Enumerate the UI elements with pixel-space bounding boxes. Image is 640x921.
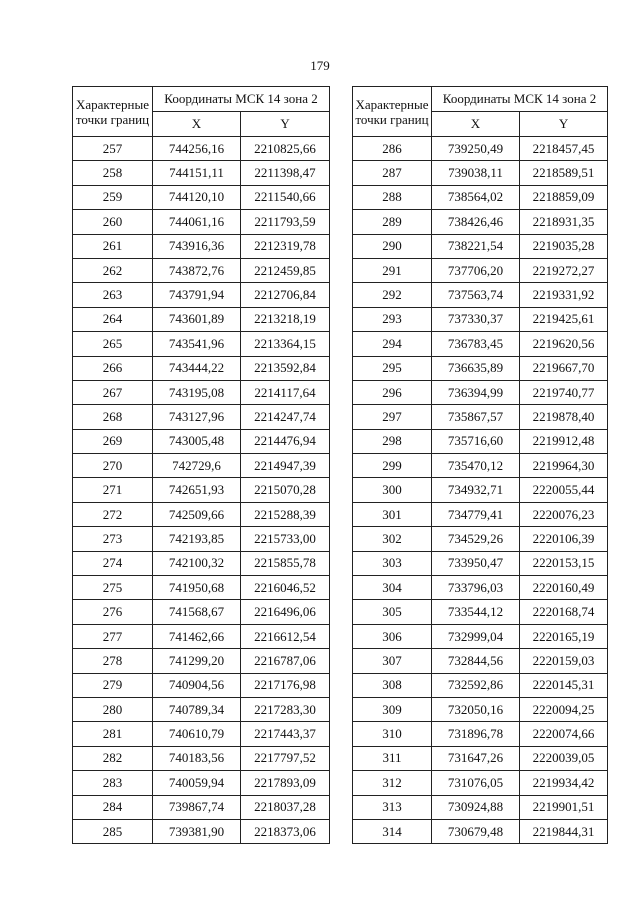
y-column-header: Y: [520, 112, 608, 137]
x-coordinate-cell: 738564,02: [432, 185, 520, 209]
y-coordinate-cell: 2220055,44: [520, 478, 608, 502]
table-row: [73, 283, 330, 307]
point-number-cell: 293: [353, 307, 432, 331]
x-column-header: X: [432, 112, 520, 137]
table-row: [353, 673, 608, 697]
point-number-cell: 313: [353, 795, 432, 819]
table-row: [353, 283, 608, 307]
x-coordinate-cell: 730679,48: [432, 819, 520, 843]
table-row: [353, 795, 608, 819]
point-number-cell: 310: [353, 722, 432, 746]
y-coordinate-cell: 2220106,39: [520, 527, 608, 551]
page-number: 179: [310, 58, 330, 73]
y-coordinate-cell: 2219878,40: [520, 405, 608, 429]
x-coordinate-cell: 733796,03: [432, 576, 520, 600]
x-coordinate-cell: 740183,56: [153, 746, 241, 770]
point-number-cell: 300: [353, 478, 432, 502]
table-row: [73, 771, 330, 795]
point-number-cell: 268: [73, 405, 153, 429]
table-row: [353, 356, 608, 380]
y-coordinate-cell: 2217283,30: [241, 697, 330, 721]
y-coordinate-cell: 2219035,28: [520, 234, 608, 258]
table-row: [353, 405, 608, 429]
x-coordinate-cell: 731647,26: [432, 746, 520, 770]
x-coordinate-cell: 735470,12: [432, 454, 520, 478]
table-row: [73, 234, 330, 258]
table-row: [353, 551, 608, 575]
point-number-cell: 282: [73, 746, 153, 770]
point-number-cell: 309: [353, 697, 432, 721]
y-coordinate-cell: 2219425,61: [520, 307, 608, 331]
point-number-cell: 259: [73, 185, 153, 209]
y-coordinate-cell: 2215733,00: [241, 527, 330, 551]
coordinates-system-header: Координаты МСК 14 зона 2: [153, 87, 330, 112]
y-coordinate-cell: 2219667,70: [520, 356, 608, 380]
y-coordinate-cell: 2218931,35: [520, 210, 608, 234]
x-coordinate-cell: 743541,96: [153, 332, 241, 356]
point-number-cell: 296: [353, 380, 432, 404]
table-row: [353, 649, 608, 673]
x-column-header: X: [153, 112, 241, 137]
x-coordinate-cell: 737330,37: [432, 307, 520, 331]
point-number-cell: 286: [353, 137, 432, 161]
point-number-cell: 274: [73, 551, 153, 575]
y-coordinate-cell: 2219912,48: [520, 429, 608, 453]
table-row: [73, 600, 330, 624]
x-coordinate-cell: 738426,46: [432, 210, 520, 234]
table-row: [73, 307, 330, 331]
point-number-cell: 285: [73, 819, 153, 843]
point-number-cell: 275: [73, 576, 153, 600]
x-coordinate-cell: 731076,05: [432, 771, 520, 795]
x-coordinate-cell: 741950,68: [153, 576, 241, 600]
table-row: [353, 697, 608, 721]
table-row: [353, 454, 608, 478]
x-coordinate-cell: 736783,45: [432, 332, 520, 356]
table-row: [73, 697, 330, 721]
y-coordinate-cell: 2216496,06: [241, 600, 330, 624]
table-row: [73, 746, 330, 770]
y-coordinate-cell: 2220094,25: [520, 697, 608, 721]
x-coordinate-cell: 743916,36: [153, 234, 241, 258]
y-coordinate-cell: 2219934,42: [520, 771, 608, 795]
y-coordinate-cell: 2210825,66: [241, 137, 330, 161]
point-number-cell: 267: [73, 380, 153, 404]
boundary-points-header-line2: точки границ: [355, 111, 429, 127]
x-coordinate-cell: 732050,16: [432, 697, 520, 721]
point-number-cell: 273: [73, 527, 153, 551]
point-number-cell: 288: [353, 185, 432, 209]
x-coordinate-cell: 733950,47: [432, 551, 520, 575]
x-coordinate-cell: 743005,48: [153, 429, 241, 453]
x-coordinate-cell: 743872,76: [153, 258, 241, 282]
y-column-header: Y: [241, 112, 330, 137]
table-row: [353, 185, 608, 209]
point-number-cell: 261: [73, 234, 153, 258]
y-coordinate-cell: 2212319,78: [241, 234, 330, 258]
table-row: [73, 429, 330, 453]
y-coordinate-cell: 2212706,84: [241, 283, 330, 307]
table-row: [73, 380, 330, 404]
point-number-cell: 312: [353, 771, 432, 795]
point-number-cell: 301: [353, 502, 432, 526]
table-row: [353, 210, 608, 234]
point-number-cell: 302: [353, 527, 432, 551]
table-row: [73, 624, 330, 648]
point-number-cell: 294: [353, 332, 432, 356]
coordinates-table-left: [72, 86, 330, 844]
y-coordinate-cell: 2220074,66: [520, 722, 608, 746]
boundary-points-header: [353, 87, 432, 137]
y-coordinate-cell: 2213364,15: [241, 332, 330, 356]
x-coordinate-cell: 742509,66: [153, 502, 241, 526]
y-coordinate-cell: 2217797,52: [241, 746, 330, 770]
y-coordinate-cell: 2214476,94: [241, 429, 330, 453]
x-coordinate-cell: 737706,20: [432, 258, 520, 282]
table-row: [73, 576, 330, 600]
x-coordinate-cell: 740904,56: [153, 673, 241, 697]
y-coordinate-cell: 2215070,28: [241, 478, 330, 502]
y-coordinate-cell: 2219331,92: [520, 283, 608, 307]
point-number-cell: 304: [353, 576, 432, 600]
y-coordinate-cell: 2215855,78: [241, 551, 330, 575]
x-coordinate-cell: 739250,49: [432, 137, 520, 161]
table-row: [73, 551, 330, 575]
x-coordinate-cell: 740610,79: [153, 722, 241, 746]
x-coordinate-cell: 739381,90: [153, 819, 241, 843]
table-row: [73, 527, 330, 551]
table-row: [73, 161, 330, 185]
point-number-cell: 314: [353, 819, 432, 843]
point-number-cell: 257: [73, 137, 153, 161]
table-row: [353, 746, 608, 770]
table-row: [73, 185, 330, 209]
x-coordinate-cell: 743127,96: [153, 405, 241, 429]
point-number-cell: 311: [353, 746, 432, 770]
x-coordinate-cell: 744120,10: [153, 185, 241, 209]
point-number-cell: 279: [73, 673, 153, 697]
x-coordinate-cell: 738221,54: [432, 234, 520, 258]
x-coordinate-cell: 739038,11: [432, 161, 520, 185]
table-row: [353, 624, 608, 648]
x-coordinate-cell: 742193,85: [153, 527, 241, 551]
table-row: [73, 454, 330, 478]
y-coordinate-cell: 2211540,66: [241, 185, 330, 209]
table-row: [73, 478, 330, 502]
x-coordinate-cell: 742100,32: [153, 551, 241, 575]
coordinates-system-header: Координаты МСК 14 зона 2: [432, 87, 608, 112]
x-coordinate-cell: 735867,57: [432, 405, 520, 429]
y-coordinate-cell: 2219620,56: [520, 332, 608, 356]
x-coordinate-cell: 736394,99: [432, 380, 520, 404]
point-number-cell: 284: [73, 795, 153, 819]
x-coordinate-cell: 743444,22: [153, 356, 241, 380]
point-number-cell: 269: [73, 429, 153, 453]
x-coordinate-cell: 743195,08: [153, 380, 241, 404]
point-number-cell: 281: [73, 722, 153, 746]
y-coordinate-cell: 2218457,45: [520, 137, 608, 161]
y-coordinate-cell: 2215288,39: [241, 502, 330, 526]
point-number-cell: 289: [353, 210, 432, 234]
x-coordinate-cell: 741568,67: [153, 600, 241, 624]
table-row: [73, 502, 330, 526]
y-coordinate-cell: 2216046,52: [241, 576, 330, 600]
table-row: [353, 234, 608, 258]
point-number-cell: 271: [73, 478, 153, 502]
table-row: [73, 673, 330, 697]
y-coordinate-cell: 2219844,31: [520, 819, 608, 843]
point-number-cell: 298: [353, 429, 432, 453]
point-number-cell: 266: [73, 356, 153, 380]
point-number-cell: 272: [73, 502, 153, 526]
x-coordinate-cell: 734779,41: [432, 502, 520, 526]
table-row: [353, 722, 608, 746]
point-number-cell: 276: [73, 600, 153, 624]
y-coordinate-cell: 2219901,51: [520, 795, 608, 819]
table-row: [353, 258, 608, 282]
boundary-points-header-line2: точки границ: [75, 111, 150, 127]
y-coordinate-cell: 2218373,06: [241, 819, 330, 843]
point-number-cell: 299: [353, 454, 432, 478]
y-coordinate-cell: 2217443,37: [241, 722, 330, 746]
table-row: [353, 502, 608, 526]
table-row: [73, 258, 330, 282]
y-coordinate-cell: 2216787,06: [241, 649, 330, 673]
point-number-cell: 264: [73, 307, 153, 331]
point-number-cell: 290: [353, 234, 432, 258]
x-coordinate-cell: 732844,56: [432, 649, 520, 673]
table-row: [353, 819, 608, 843]
table-row: [353, 380, 608, 404]
point-number-cell: 291: [353, 258, 432, 282]
table-row: [73, 210, 330, 234]
y-coordinate-cell: 2220159,03: [520, 649, 608, 673]
x-coordinate-cell: 732592,86: [432, 673, 520, 697]
y-coordinate-cell: 2220165,19: [520, 624, 608, 648]
table-row: [353, 600, 608, 624]
table-row: [353, 478, 608, 502]
point-number-cell: 307: [353, 649, 432, 673]
x-coordinate-cell: 736635,89: [432, 356, 520, 380]
table-row: [353, 332, 608, 356]
table-row: [353, 429, 608, 453]
table-row: [73, 722, 330, 746]
point-number-cell: 278: [73, 649, 153, 673]
y-coordinate-cell: 2218589,51: [520, 161, 608, 185]
x-coordinate-cell: 740789,34: [153, 697, 241, 721]
point-number-cell: 263: [73, 283, 153, 307]
table-row: [73, 819, 330, 843]
table-row: [73, 137, 330, 161]
y-coordinate-cell: 2217893,09: [241, 771, 330, 795]
x-coordinate-cell: 742651,93: [153, 478, 241, 502]
y-coordinate-cell: 2217176,98: [241, 673, 330, 697]
y-coordinate-cell: 2211398,47: [241, 161, 330, 185]
table-row: [73, 356, 330, 380]
x-coordinate-cell: 734932,71: [432, 478, 520, 502]
point-number-cell: 292: [353, 283, 432, 307]
y-coordinate-cell: 2219964,30: [520, 454, 608, 478]
x-coordinate-cell: 731896,78: [432, 722, 520, 746]
x-coordinate-cell: 735716,60: [432, 429, 520, 453]
point-number-cell: 270: [73, 454, 153, 478]
point-number-cell: 277: [73, 624, 153, 648]
y-coordinate-cell: 2213218,19: [241, 307, 330, 331]
y-coordinate-cell: 2220039,05: [520, 746, 608, 770]
table-row: [353, 576, 608, 600]
y-coordinate-cell: 2220168,74: [520, 600, 608, 624]
y-coordinate-cell: 2220076,23: [520, 502, 608, 526]
y-coordinate-cell: 2220145,31: [520, 673, 608, 697]
y-coordinate-cell: 2218037,28: [241, 795, 330, 819]
y-coordinate-cell: 2220160,49: [520, 576, 608, 600]
point-number-cell: 297: [353, 405, 432, 429]
coordinates-table-right: [352, 86, 608, 844]
point-number-cell: 305: [353, 600, 432, 624]
y-coordinate-cell: 2212459,85: [241, 258, 330, 282]
point-number-cell: 260: [73, 210, 153, 234]
table-row: [353, 161, 608, 185]
boundary-points-header: [73, 87, 153, 137]
x-coordinate-cell: 732999,04: [432, 624, 520, 648]
x-coordinate-cell: 744256,16: [153, 137, 241, 161]
x-coordinate-cell: 740059,94: [153, 771, 241, 795]
table-row: [353, 527, 608, 551]
point-number-cell: 295: [353, 356, 432, 380]
table-row: [73, 649, 330, 673]
point-number-cell: 265: [73, 332, 153, 356]
point-number-cell: 308: [353, 673, 432, 697]
point-number-cell: 283: [73, 771, 153, 795]
table-row: [353, 771, 608, 795]
point-number-cell: 280: [73, 697, 153, 721]
x-coordinate-cell: 741299,20: [153, 649, 241, 673]
boundary-points-header-line1: Характерные: [355, 96, 429, 112]
y-coordinate-cell: 2214947,39: [241, 454, 330, 478]
x-coordinate-cell: 742729,6: [153, 454, 241, 478]
y-coordinate-cell: 2213592,84: [241, 356, 330, 380]
point-number-cell: 287: [353, 161, 432, 185]
y-coordinate-cell: 2218859,09: [520, 185, 608, 209]
table-row: [73, 405, 330, 429]
point-number-cell: 258: [73, 161, 153, 185]
boundary-points-header-line1: Характерные: [76, 96, 149, 112]
table-row: [353, 137, 608, 161]
point-number-cell: 303: [353, 551, 432, 575]
y-coordinate-cell: 2219740,77: [520, 380, 608, 404]
point-number-cell: 262: [73, 258, 153, 282]
y-coordinate-cell: 2216612,54: [241, 624, 330, 648]
y-coordinate-cell: 2214117,64: [241, 380, 330, 404]
x-coordinate-cell: 737563,74: [432, 283, 520, 307]
x-coordinate-cell: 734529,26: [432, 527, 520, 551]
x-coordinate-cell: 739867,74: [153, 795, 241, 819]
y-coordinate-cell: 2220153,15: [520, 551, 608, 575]
y-coordinate-cell: 2214247,74: [241, 405, 330, 429]
y-coordinate-cell: 2211793,59: [241, 210, 330, 234]
x-coordinate-cell: 730924,88: [432, 795, 520, 819]
x-coordinate-cell: 744151,11: [153, 161, 241, 185]
table-row: [353, 307, 608, 331]
x-coordinate-cell: 743601,89: [153, 307, 241, 331]
table-row: [73, 795, 330, 819]
table-row: [73, 332, 330, 356]
y-coordinate-cell: 2219272,27: [520, 258, 608, 282]
point-number-cell: 306: [353, 624, 432, 648]
x-coordinate-cell: 741462,66: [153, 624, 241, 648]
x-coordinate-cell: 743791,94: [153, 283, 241, 307]
x-coordinate-cell: 733544,12: [432, 600, 520, 624]
x-coordinate-cell: 744061,16: [153, 210, 241, 234]
